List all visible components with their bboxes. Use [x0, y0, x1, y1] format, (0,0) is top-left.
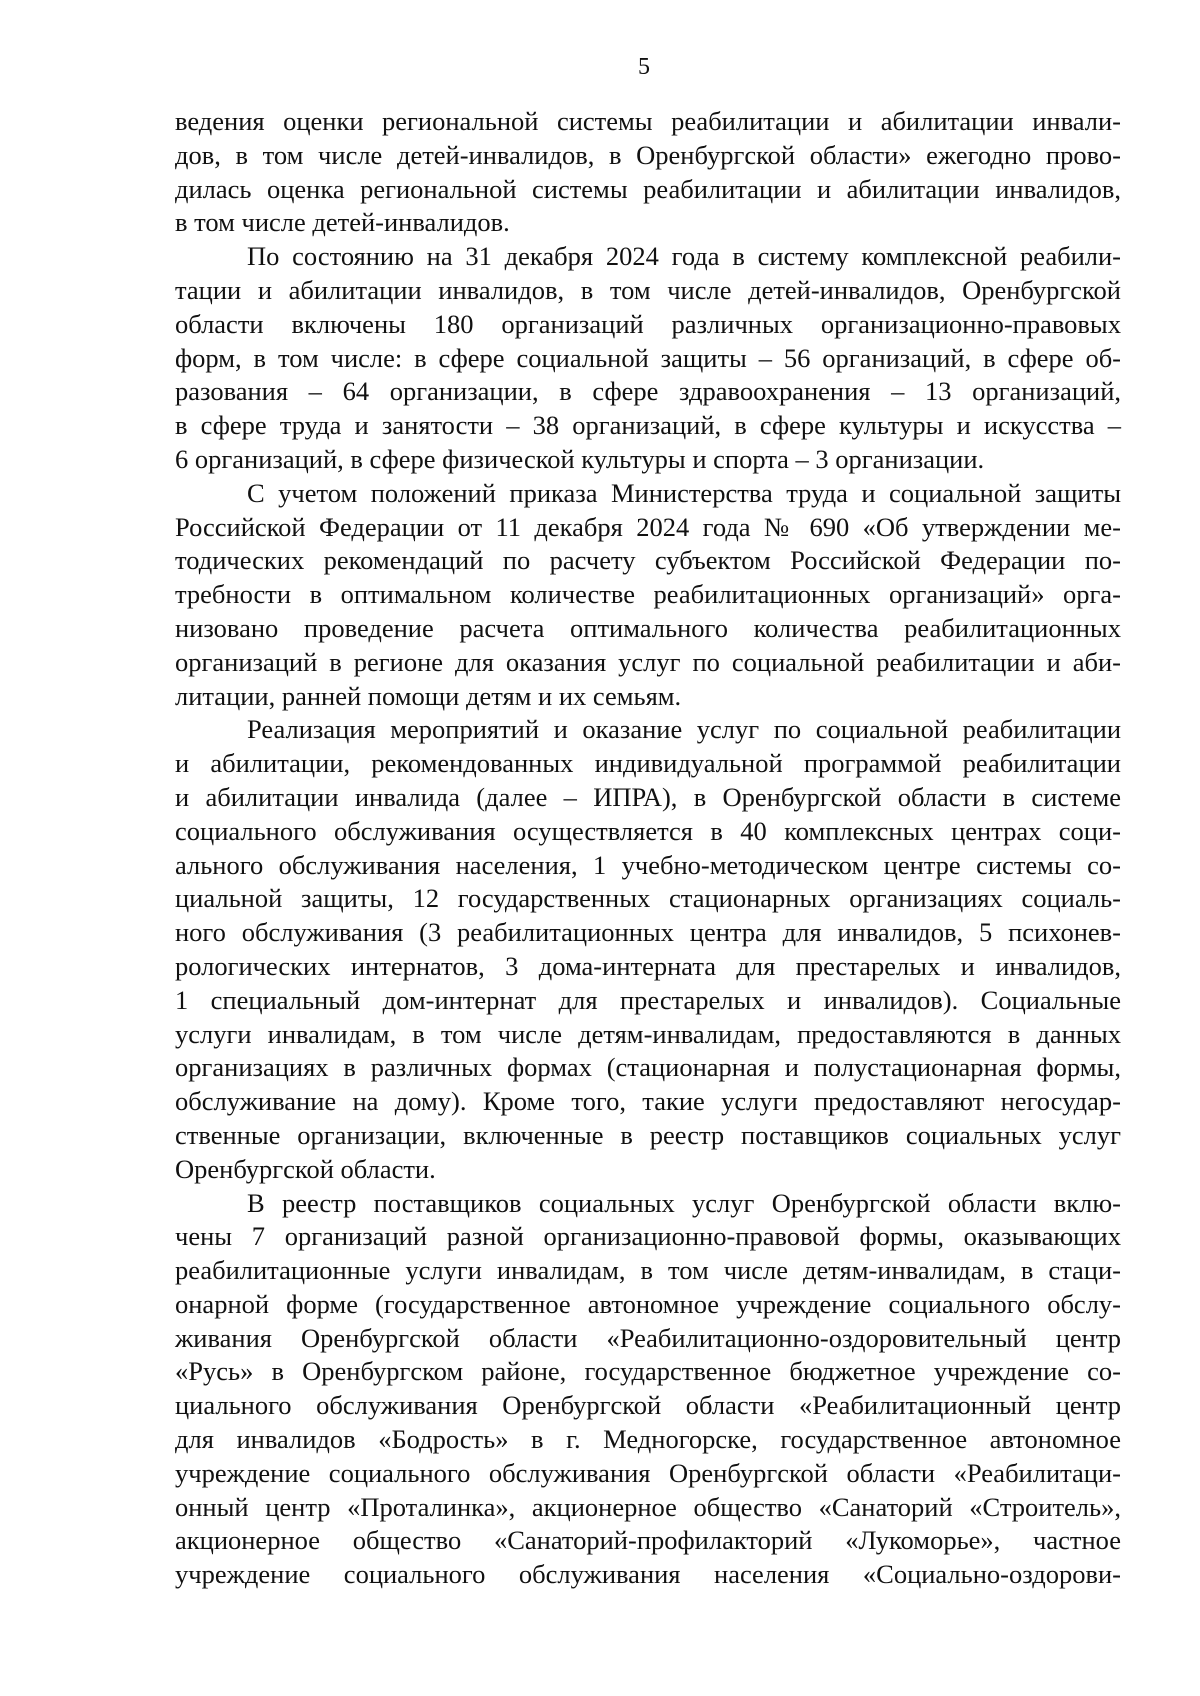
paragraph-line: С учетом положений приказа Министерства труда и социальной защиты: [247, 477, 1121, 508]
paragraph-line: для инвалидов «Бодрость» в г. Медногорске, государственное автономное: [175, 1424, 1121, 1455]
paragraph-line: социального обслуживания осуществляется в 40 комплексных центрах соци-: [175, 815, 1121, 846]
document-body: [175, 105, 1121, 1592]
paragraph-line: Реализация мероприятий и оказание услуг по социальной реабилитации: [247, 714, 1121, 745]
paragraph-line: учреждение социального обслуживания населения «Социально-оздорови-: [175, 1559, 1121, 1590]
paragraph-line: По состоянию на 31 декабря 2024 года в систему комплексной реабили-: [247, 241, 1121, 272]
paragraph: [175, 477, 1121, 714]
paragraph-line: живания Оренбургской области «Реабилитационно-оздоровительный центр: [175, 1322, 1121, 1353]
paragraph-line: и абилитации, рекомендованных индивидуальной программой реабилитации: [175, 748, 1121, 779]
paragraph-line: дов, в том числе детей-инвалидов, в Оренбургской области» ежегодно прово-: [175, 139, 1121, 170]
paragraph-line: чены 7 организаций разной организационно-правовой формы, оказывающих: [175, 1221, 1121, 1252]
page-number: 5: [638, 54, 650, 80]
paragraph-line: ственные организации, включенные в реестр поставщиков социальных услуг: [175, 1119, 1121, 1150]
paragraph-line: в сфере труда и занятости – 38 организаций, в сфере культуры и искусства –: [175, 410, 1121, 441]
paragraph-line: литации, ранней помощи детям и их семьям.: [175, 680, 682, 711]
paragraph-line: ального обслуживания населения, 1 учебно-методическом центре системы со-: [175, 849, 1121, 880]
paragraph-line: акционерное общество «Санаторий-профилакторий «Лукоморье», частное: [175, 1525, 1121, 1556]
paragraph-line: циального обслуживания Оренбургской области «Реабилитационный центр: [175, 1390, 1121, 1421]
paragraph-line: онный центр «Проталинка», акционерное общество «Санаторий «Строитель»,: [175, 1491, 1121, 1522]
paragraph-line: Российской Федерации от 11 декабря 2024 года № 690 «Об утверждении ме-: [175, 511, 1121, 542]
paragraph-line: онарной форме (государственное автономное учреждение социального обслу-: [175, 1288, 1121, 1319]
paragraph-line: Оренбургской области.: [175, 1153, 436, 1184]
paragraph-line: и абилитации инвалида (далее – ИПРА), в Оренбургской области в системе: [175, 781, 1121, 812]
paragraph-line: дилась оценка региональной системы реабилитации и абилитации инвалидов,: [175, 173, 1121, 204]
paragraph-line: циальной защиты, 12 государственных стационарных организациях социаль-: [175, 883, 1121, 914]
paragraph-line: В реестр поставщиков социальных услуг Оренбургской области вклю-: [247, 1187, 1121, 1218]
paragraph-line: низовано проведение расчета оптимального количества реабилитационных: [175, 612, 1121, 643]
paragraph-line: учреждение социального обслуживания Оренбургской области «Реабилитаци-: [175, 1457, 1121, 1488]
paragraph-line: разования – 64 организации, в сфере здравоохранения – 13 организаций,: [175, 376, 1121, 407]
paragraph-line: в том числе детей-инвалидов.: [175, 207, 510, 238]
paragraph-line: 1 специальный дом-интернат для престарелых и инвалидов). Социальные: [175, 984, 1121, 1015]
paragraph-line: тодических рекомендаций по расчету субъектом Российской Федерации по-: [175, 545, 1121, 576]
paragraph: [175, 240, 1121, 477]
paragraph-line: обслуживание на дому). Кроме того, такие услуги предоставляют негосудар-: [175, 1086, 1121, 1117]
paragraph: [175, 105, 1121, 240]
paragraph-line: 6 организаций, в сфере физической культуры и спорта – 3 организации.: [175, 443, 985, 474]
paragraph-line: рологических интернатов, 3 дома-интерната для престарелых и инвалидов,: [175, 950, 1121, 981]
paragraph: [175, 1187, 1121, 1593]
paragraph-line: ного обслуживания (3 реабилитационных центра для инвалидов, 5 психонев-: [175, 917, 1121, 948]
paragraph-line: форм, в том числе: в сфере социальной защиты – 56 организаций, в сфере об-: [175, 342, 1121, 373]
paragraph-line: области включены 180 организаций различных организационно-правовых: [175, 308, 1121, 339]
paragraph-line: требности в оптимальном количестве реабилитационных организаций» орга-: [175, 579, 1121, 610]
paragraph-line: организаций в регионе для оказания услуг по социальной реабилитации и аби-: [175, 646, 1121, 677]
paragraph: [175, 713, 1121, 1186]
paragraph-line: ведения оценки региональной системы реабилитации и абилитации инвали-: [175, 106, 1121, 136]
paragraph-line: услуги инвалидам, в том числе детям-инвалидам, предоставляются в данных: [175, 1018, 1121, 1049]
paragraph-line: реабилитационные услуги инвалидам, в том числе детям-инвалидам, в стаци-: [175, 1255, 1121, 1286]
paragraph-line: организациях в различных формах (стационарная и полустационарная формы,: [175, 1052, 1121, 1083]
paragraph-line: тации и абилитации инвалидов, в том числе детей-инвалидов, Оренбургской: [175, 274, 1121, 305]
paragraph-line: «Русь» в Оренбургском районе, государственное бюджетное учреждение со-: [175, 1356, 1121, 1387]
